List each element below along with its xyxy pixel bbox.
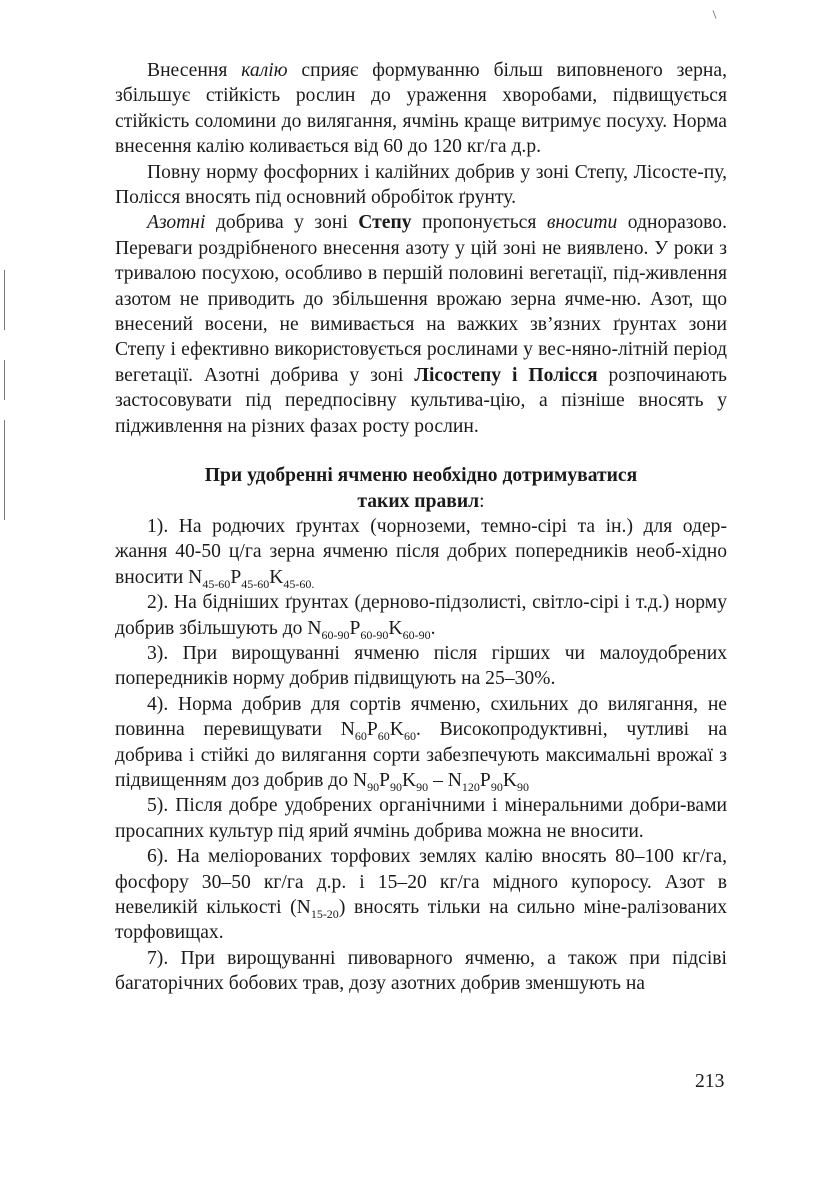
- formula-element: K: [269, 566, 284, 588]
- heading-text: таких правил: [357, 490, 480, 512]
- paragraph-text: Внесення: [147, 60, 242, 81]
- formula-element: N: [188, 566, 203, 588]
- formula-element: N: [307, 617, 322, 639]
- fertilizer-formula: [188, 566, 315, 591]
- paragraph-text: одноразово. Переваги роздрібненого внесення азоту у цій зоні не виявлено. У роки з тривалою посухою, особливо в першій половині вегетації, під-живлення азотом не приводить до збільшення врожаю зерна ячме-ню. Азот, що внесений восени, не вимивається на важких зв’язних ґрунтах зони Степу і ефективно використовується рослинами у вес-няно-літній період вегетації. Азотні добрива у зоні: [115, 212, 727, 386]
- formula-dose: 90: [516, 779, 529, 794]
- italic-term: вносити: [546, 212, 618, 234]
- list-item: [115, 514, 727, 590]
- list-item-text: ) вносять тільки на сильно міне-ралізованих торфовищах.: [115, 897, 727, 944]
- paragraph-text: розпочинають застосовувати під передпосівну культива-цію, а пізніше вносять у підживлення на різних фазах росту рослин.: [115, 364, 727, 437]
- formula-dose: 90: [416, 779, 429, 794]
- list-item-text: 2). На бідніших ґрунтах (дерново-підзолисті, світло-сірі і т.д.) норму добрив збільшують до: [115, 592, 727, 639]
- formula-element: K: [402, 769, 417, 791]
- heading-line: При удобренні ячменю необхідно дотримуватися: [204, 465, 638, 487]
- formula-element: P: [349, 617, 361, 639]
- scan-margin-line: [4, 270, 5, 330]
- formula-dose: 90: [367, 779, 380, 794]
- formula-dose: 60: [354, 729, 367, 744]
- paragraph-text: добрива у зоні: [205, 212, 359, 234]
- formula-element: N: [447, 769, 462, 791]
- formula-dose: 60-90: [402, 627, 431, 642]
- list-item-text: при: [629, 947, 661, 969]
- list-item-text: 7). При вирощуванні пивоварного ячменю, а також: [147, 947, 630, 969]
- formula-element: K: [389, 719, 404, 741]
- list-item: 5). Після добре удобрених органічними і мінеральними добри-вами просапних культур під ярий ячмінь добрива можна не вносити.: [115, 795, 727, 842]
- rules-list: [115, 514, 727, 997]
- fertilizer-formula: [307, 617, 431, 642]
- formula-element: N: [340, 719, 355, 741]
- list-item-text: 4). Норма добрив для сортів ячменю, схильних до вилягання, не повинна перевищувати: [115, 693, 727, 741]
- formula-dose: 90: [490, 779, 503, 794]
- heading-line: [115, 489, 727, 514]
- formula-dose: 60: [403, 729, 416, 744]
- list-item-text: –: [428, 769, 448, 791]
- fertilizer-formula: [296, 897, 339, 921]
- list-item-text: 1). На родючих ґрунтах (чорноземи, темно-сірі та ін.) для одер-жання 40-50 ц/га зерна ячменю після добрих попередників необ-хідно вносити: [115, 515, 727, 588]
- bold-term: Степу: [358, 212, 412, 234]
- formula-dose: 90: [390, 779, 403, 794]
- page-number: 213: [695, 1071, 725, 1092]
- heading-colon: :: [479, 490, 485, 512]
- formula-element: K: [502, 769, 517, 791]
- list-item: [115, 590, 727, 641]
- formula-element: N: [352, 769, 368, 791]
- bold-term: Лісостепу і Полісся: [414, 364, 598, 386]
- formula-element: N: [296, 897, 311, 918]
- formula-dose: 45-60: [241, 576, 270, 591]
- formula-element: P: [366, 719, 378, 741]
- italic-term: Азотні: [147, 212, 206, 234]
- scan-mark: [712, 10, 716, 19]
- paragraph-text: сприяє формуванню більш виповненого зерна, збільшує стійкість рослин до ураження хворобами, підвищується стійкість соломини до вилягання, ячмінь краще витримує посуху. Норма внесення калію коливається від 60 до 120 кг/га д.р.: [115, 60, 727, 158]
- list-item-text: . Високопродуктивні, чутливі на добрива і стійкі до вилягання сорти забезпечують максимальні врожаї з підвищенням доз добрив до: [115, 719, 728, 791]
- formula-dose: 45-60: [202, 576, 231, 591]
- list-item: [115, 692, 727, 794]
- page-body: [115, 58, 727, 997]
- formula-dose: 45-60.: [283, 576, 315, 591]
- paragraph-potassium: [115, 58, 727, 160]
- formula-dose: 15-20: [310, 907, 339, 921]
- paragraph-phosphorus: Повну норму фосфорних і калійних добрив у зоні Степу, Лісосте-пу, Полісся вносять під основний обробіток ґрунту.: [115, 161, 727, 209]
- paragraph-nitrogen: [115, 210, 727, 439]
- formula-element: P: [230, 566, 242, 588]
- list-item-text: 6). На меліорованих торфових землях калію вносять 80–100 кг/га, фосфору 30–50 кг/га д.р. і 15–20 кг/га мідного купоросу. Азот в невеликій кількості (: [115, 846, 727, 918]
- formula-dose: 60-90: [321, 627, 350, 642]
- list-item-text: .: [430, 617, 436, 639]
- fertilizer-formula: [352, 769, 429, 794]
- fertilizer-formula: [447, 769, 529, 794]
- section-heading: [115, 463, 727, 514]
- paragraph-text: пропонується: [411, 212, 547, 234]
- scan-margin-line: [4, 420, 5, 520]
- formula-dose: 120: [461, 779, 480, 794]
- fertilizer-formula: [340, 719, 416, 744]
- formula-dose: 60: [377, 729, 390, 744]
- list-item: 3). При вирощуванні ячменю після гірших чи малоудобрених попередників норму добрив підвищують на 25–30%.: [115, 642, 727, 690]
- scan-margin-line: [4, 360, 5, 400]
- formula-element: K: [388, 617, 403, 639]
- list-item-text: підсіві багаторічних бобових трав, дозу азотних добрив зменшують на: [115, 947, 727, 995]
- list-item: [115, 844, 727, 946]
- italic-term: калію: [241, 60, 288, 81]
- list-item: [115, 946, 727, 997]
- formula-element: P: [379, 769, 391, 791]
- formula-element: P: [479, 769, 491, 791]
- formula-dose: 60-90: [360, 627, 389, 642]
